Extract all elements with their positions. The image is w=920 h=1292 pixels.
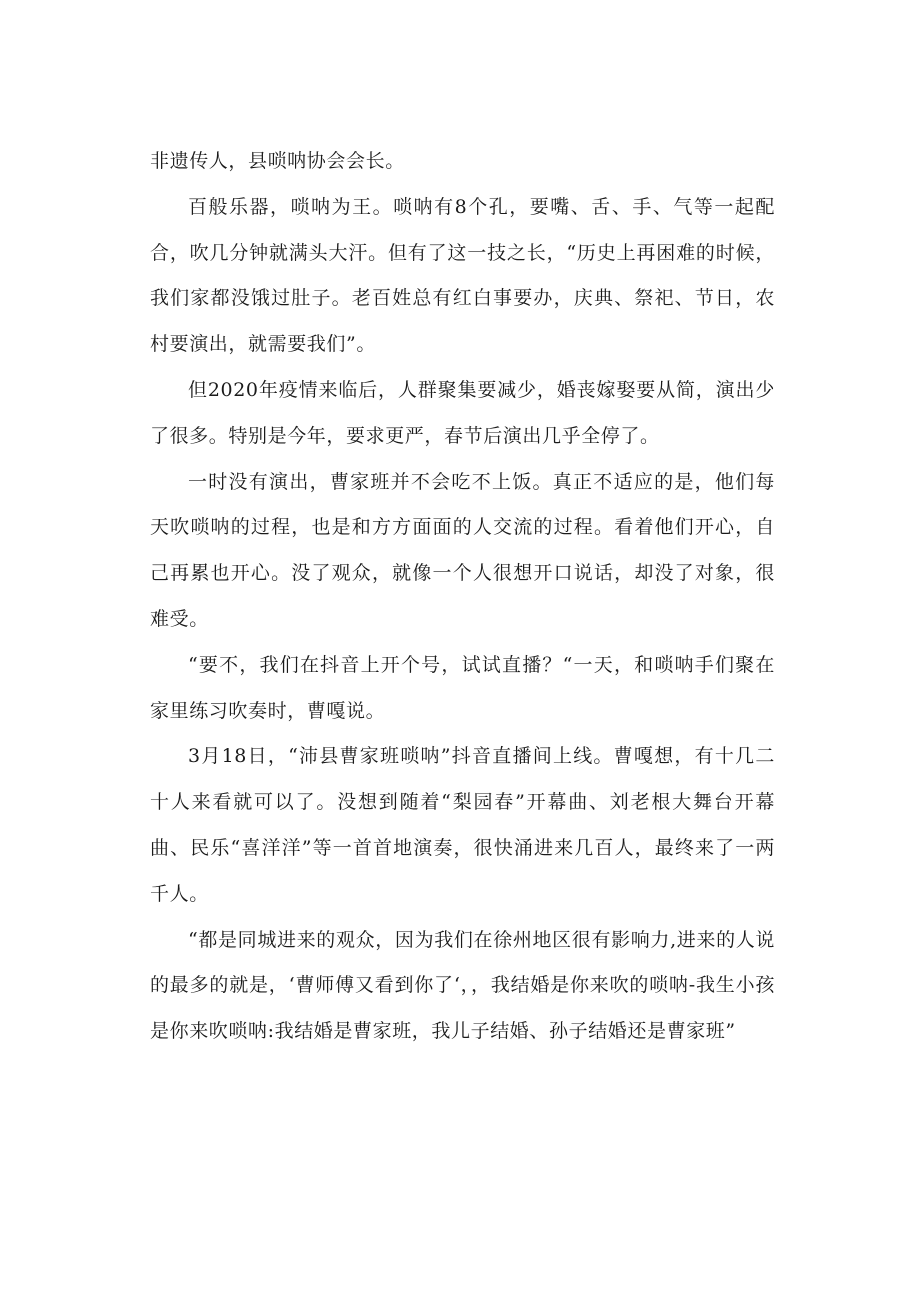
paragraph-7: “都是同城进来的观众，因为我们在徐州地区很有影响力,进来的人说的最多的就是，‘曹师傅又看到你了‘，，我结婚是你来吹的唢呐-我生小孩是你来吹唢呐:我结婚是曹家班，我儿子结婚、孙子结婚还是曹家班” [150,928,775,1043]
paragraph-1: 非遗传人，县唢呐协会会长。 [150,150,405,172]
paragraph-3: 但2020年疫情来临后，人群聚集要减少，婚丧嫁娶要从简，演出少了很多。特别是今年，要求更严，春节后演出几乎全停了。 [150,378,775,447]
paragraph-5: “要不，我们在抖音上开个号，试试直播？“一天，和唢呐手们聚在家里练习吹奏时，曹嘎说。 [150,653,775,722]
paragraph-4: 一时没有演出，曹家班并不会吃不上饭。真正不适应的是，他们每天吹唢呐的过程，也是和方方面面的人交流的过程。看着他们开心，自己再累也开心。没了观众，就像一个人很想开口说话，却没了对象，很难受。 [150,470,775,630]
paragraph-6: 3月18日，“沛县曹家班唢呐”抖音直播间上线。曹嘎想，有十几二十人来看就可以了。没想到随着“梨园春”开幕曲、刘老根大舞台开幕曲、民乐“喜洋洋”等一首首地演奏，很快涌进来几百人，最终来了一两千人。 [150,745,775,905]
paragraph-2: 百般乐器，唢呐为王。唢呐有8个孔，要嘴、舌、手、气等一起配合，吹几分钟就满头大汗。但有了这一技之长，“历史上再困难的时候，我们家都没饿过肚子。老百姓总有红白事要办，庆典、祭祀、节日，农村要演出，就需要我们”。 [150,195,775,356]
article-body [150,139,775,1055]
